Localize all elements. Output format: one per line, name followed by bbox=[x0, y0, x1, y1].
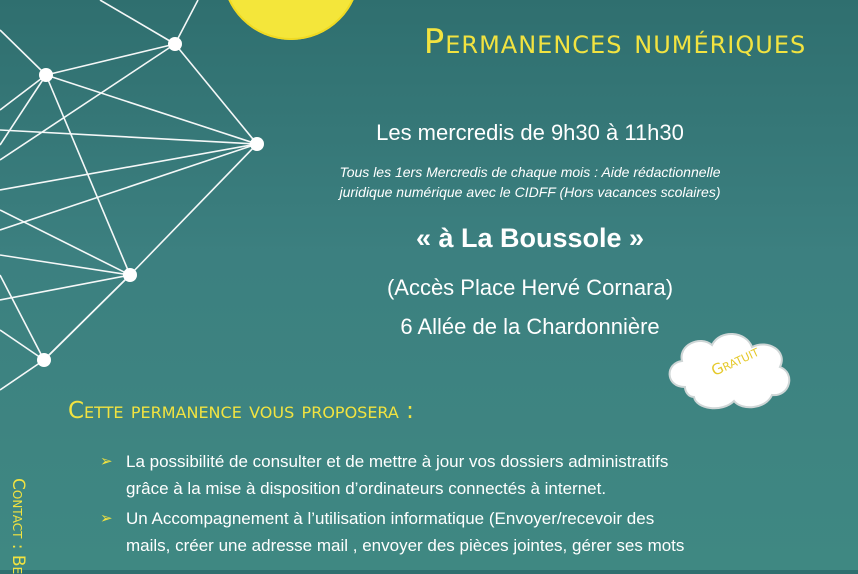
list-item-line: La possibilité de consulter et de mettre à jour vos dossiers administratifs bbox=[126, 452, 669, 471]
contact-label: Contact : Be bbox=[8, 478, 28, 574]
network-node bbox=[168, 37, 182, 51]
list-item bbox=[100, 505, 800, 559]
arrow-bullet-icon: ➢ bbox=[100, 453, 113, 470]
network-node bbox=[123, 268, 137, 282]
network-node bbox=[39, 68, 53, 82]
list-item-line: mails, créer une adresse mail , envoyer des pièces jointes, gérer ses mots bbox=[126, 536, 685, 555]
schedule-note-line: Tous les 1ers Mercredis de chaque mois : Aide rédactionnelle bbox=[339, 164, 721, 180]
network-node bbox=[37, 353, 51, 367]
schedule-hours: Les mercredis de 9h30 à 11h30 bbox=[376, 120, 684, 145]
arrow-bullet-icon: ➢ bbox=[100, 510, 113, 527]
list-item-line: grâce à la mise à disposition d’ordinateurs connectés à internet. bbox=[126, 479, 607, 498]
schedule-note bbox=[295, 162, 765, 202]
list-item-line: Un Accompagnement à l’utilisation informatique (Envoyer/recevoir des bbox=[126, 509, 655, 528]
section-heading: Cette permanence vous proposera : bbox=[68, 398, 414, 424]
network-decoration bbox=[0, 0, 300, 420]
network-node bbox=[250, 137, 264, 151]
offer-list bbox=[100, 448, 800, 562]
page-title: Permanences numériques bbox=[423, 22, 807, 62]
venue-name: « à La Boussole » bbox=[415, 223, 645, 253]
venue-address: 6 Allée de la Chardonnière bbox=[400, 314, 660, 339]
venue-access: (Accès Place Hervé Cornara) bbox=[386, 275, 674, 300]
free-badge-label: Gratuit bbox=[708, 342, 762, 380]
list-item bbox=[100, 448, 800, 502]
schedule-note-line: juridique numérique avec le CIDFF (Hors vacances scolaires) bbox=[339, 184, 721, 200]
